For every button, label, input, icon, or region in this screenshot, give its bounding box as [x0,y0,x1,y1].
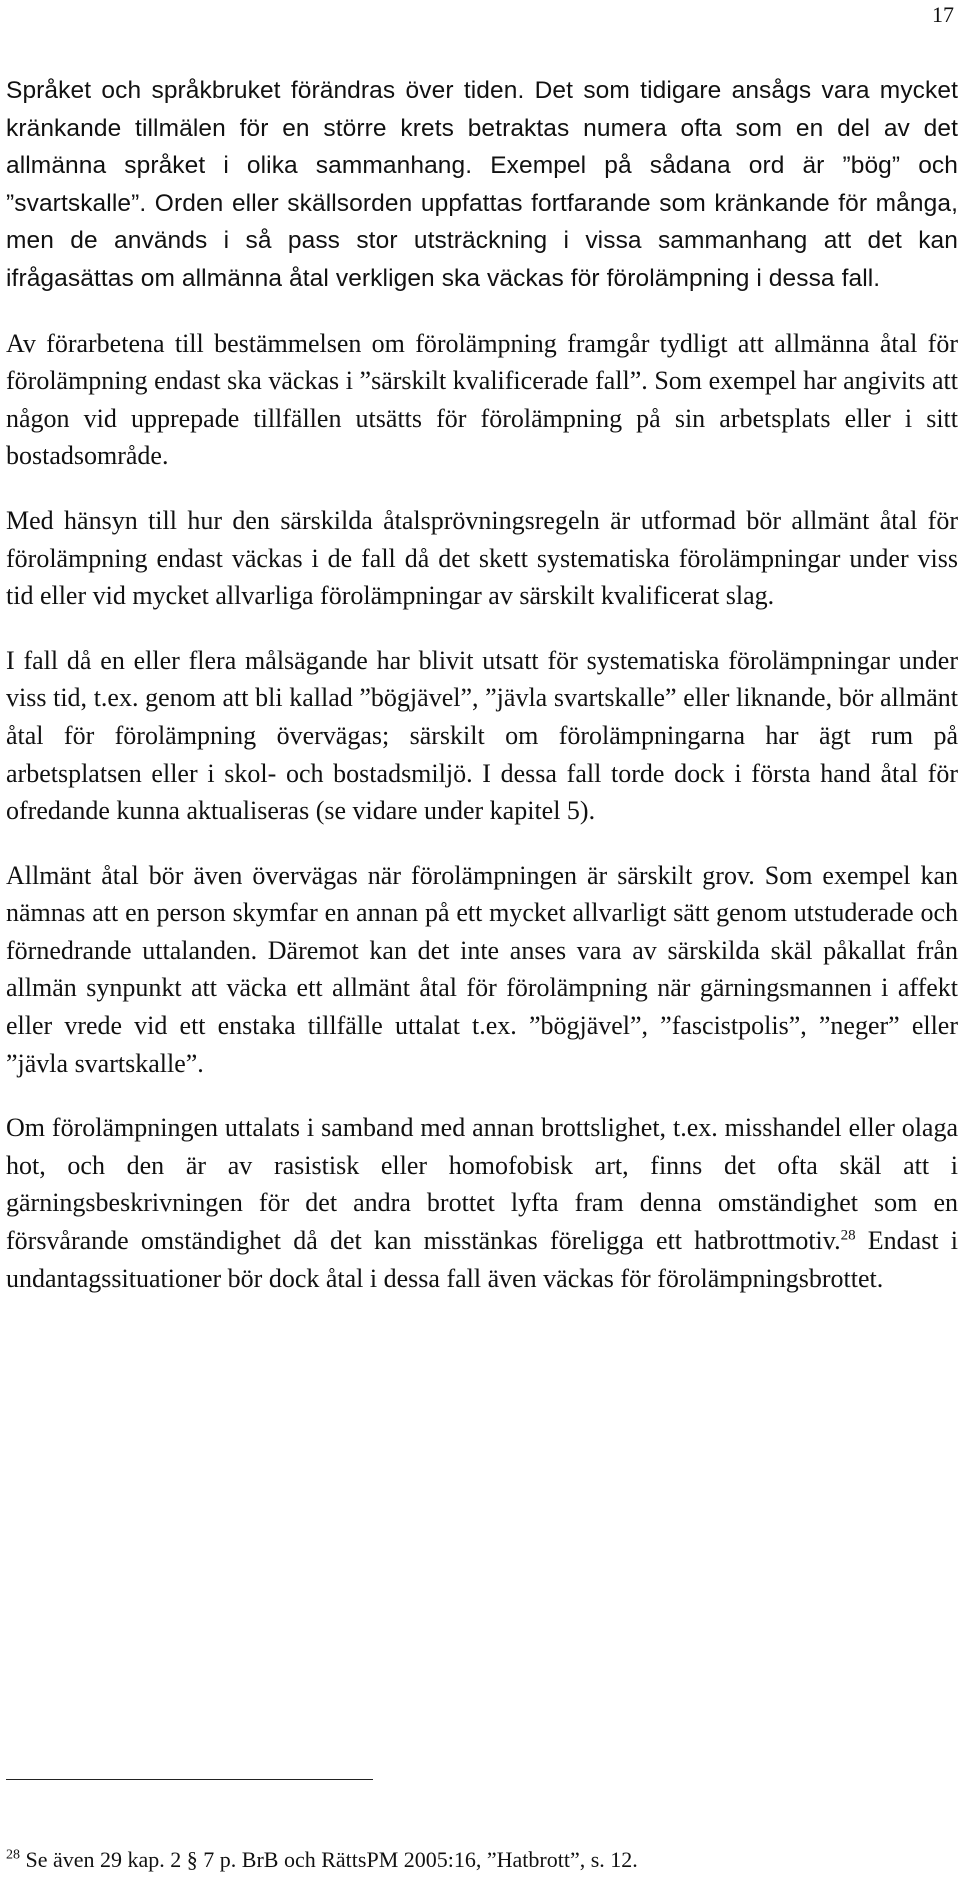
footnote-number: 28 [6,1847,20,1863]
paragraph-preparatory-works: Av förarbetena till bestämmelsen om förolämpning framgår tydligt att allmänna åtal för förolämpning endast ska väckas i ”särskilt kvalificerade fall”. Som exempel har angivits att någon vid upprepade tillfällen utsätts för förolämpning på sin arbetsplats eller i sitt bostadsområde. [6,328,958,471]
footnote-text: Se även 29 kap. 2 § 7 p. BrB och RättsPM 2005:16, ”Hatbrott”, s. 12. [20,1847,638,1872]
paragraph-systematic-insults: I fall då en eller flera målsägande har blivit utsatt för systematiska förolämpningar under viss tid, t.ex. genom att bli kallad ”bögjävel”, ”jävla svartskalle” eller liknande, bör allmänt åtal för förolämpning övervägas; särskilt om förolämpningarna har ägt rum på arbetsplatsen eller i skol- och bostadsmiljö. I dessa fall torde dock i första hand åtal för ofredande kunna aktualiseras (se vidare under kapitel 5). [6,645,958,826]
paragraph-gross-insults: Allmänt åtal bör även övervägas när förolämpningen är särskilt grov. Som exempel kan nämnas att en person skymfar en annan på ett mycket allvarligt sätt genom utstuderade och förnedrande uttalanden. Däremot kan det inte anses vara av särskilda skäl påkallat från allmän synpunkt att väcka ett allmänt åtal för förolämpning när gärningsmannen i affekt eller vrede vid ett enstaka tillfälle uttalat t.ex. ”bögjävel”, ”fascistpolis”, ”neger” eller ”jävla svartskalle”. [6,860,958,1078]
footnote [6,1845,638,1875]
paragraph-language-change [6,72,958,298]
footnote-divider [6,1779,373,1780]
paragraph-text-after-ref: Endast i undantagssituationer bör dock åtal i dessa fall även väckas för förolämpningsbrottet. [6,1226,958,1293]
paragraph-segment: Språket och språkbruket förändras över tiden. Det som tidigare ansågs vara mycket kränkande tillmälen för en större krets betraktas numera ofta som en del av det allmänna språket i olika sammanhang. Exempel på sådana ord är ”bög” och ”svartskalle”. [6,77,958,217]
paragraph-prosecution-rule: Med hänsyn till hur den särskilda åtalsprövningsregeln är utformad bör allmänt åtal för förolämpning endast väckas i de fall då det skett systematiska förolämpningar under viss tid eller vid mycket allvarliga förolämpningar av särskilt kvalificerat slag. [6,505,958,611]
paragraph-text-before-ref: Om förolämpningen uttalats i samband med annan brottslighet, t.ex. misshandel eller olaga hot, och den är av rasistisk eller homofobisk art, finns det ofta skäl att i gärningsbeskrivningen för det andra brottet lyfta fram denna omständighet som en försvårande omständighet då det kan misstänkas föreligga ett hatbrottmotiv. [6,1113,958,1256]
body-text [6,72,958,1324]
paragraph-hate-crime-motive [6,1109,958,1297]
footnote-reference[interactable]: 28 [840,1227,856,1244]
page-number: 17 [932,2,954,27]
paragraph-segment: Orden eller skällsorden uppfattas fortfarande som kränkande för många, men de används i så pass stor utsträckning i vissa sammanhang att det kan ifrågasättas om allmänna åtal verkligen ska väckas för förolämpning i dessa fall. [6,189,958,292]
